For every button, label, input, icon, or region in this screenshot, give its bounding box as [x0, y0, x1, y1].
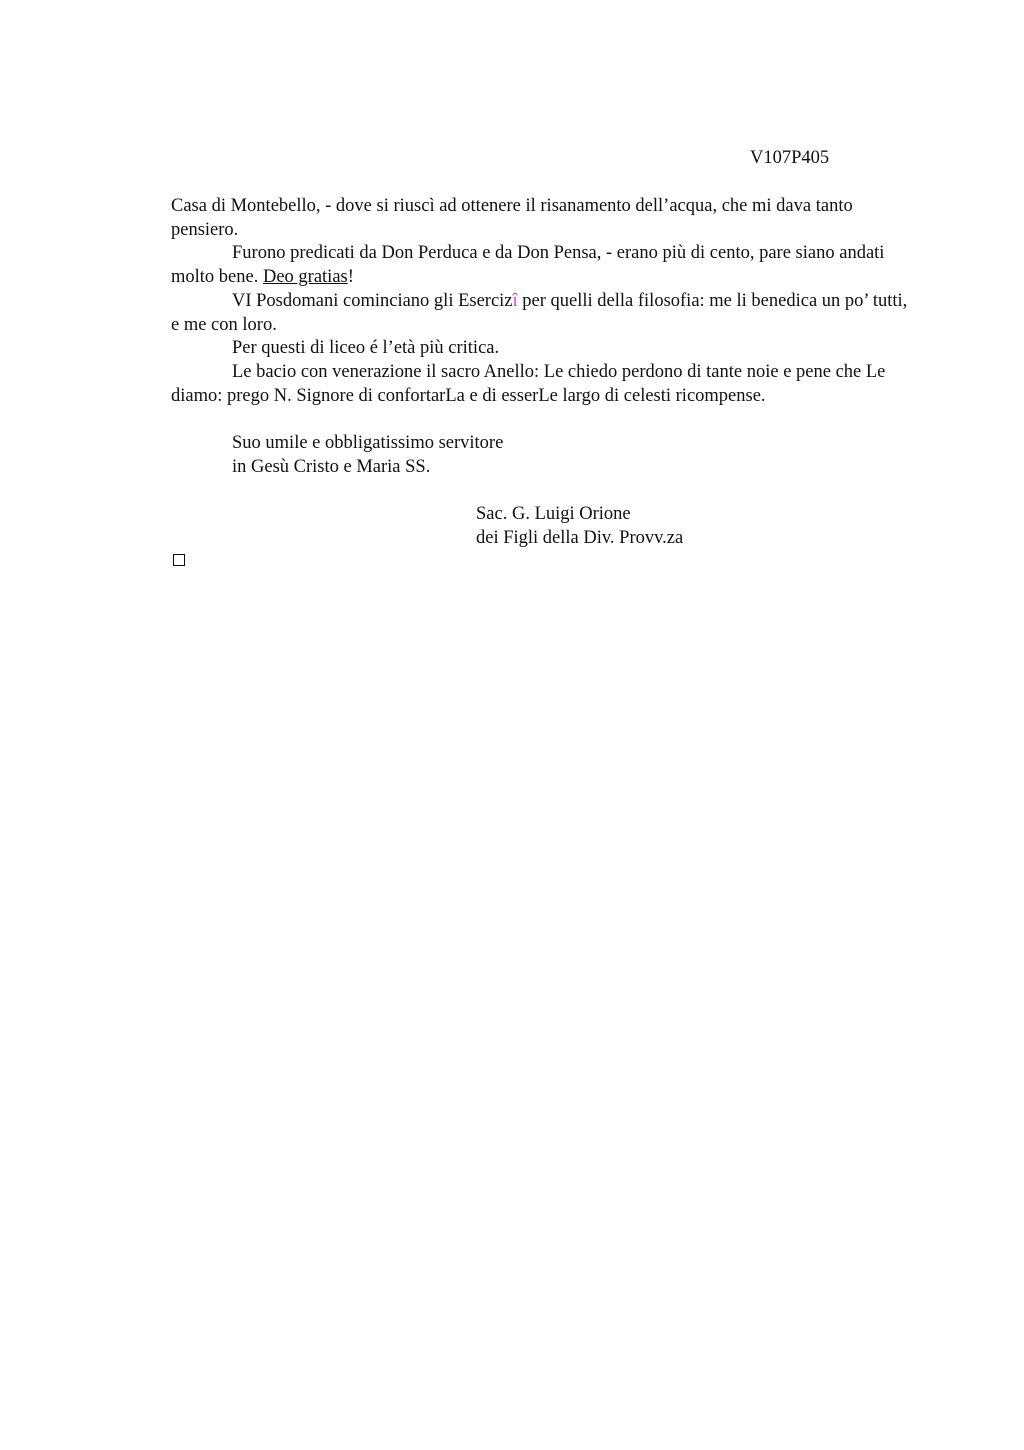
closing-line-2: in Gesù Cristo e Maria SS. [232, 456, 431, 477]
letter-body [171, 195, 916, 551]
closing-formula [171, 432, 916, 479]
highlighted-character: î [512, 290, 518, 311]
paragraph-2-end: ! [347, 267, 354, 288]
closing-line-1: Suo umile e obbligatissimo servitore [232, 433, 504, 454]
paragraph-2 [171, 242, 916, 289]
page-reference: V107P405 [750, 148, 830, 168]
signature-name: Sac. G. Luigi Orione [476, 504, 631, 525]
signature-title: dei Figli della Div. Provv.za [476, 527, 684, 548]
paragraph-1: Casa di Montebello, - dove si riuscì ad ottenere il risanamento dell’acqua, che mi dava tanto pensiero. [171, 196, 853, 240]
paragraph-3-text: VI Posdomani cominciano gli Eserciz [232, 290, 513, 311]
paragraph-4: Per questi di liceo é l’età più critica. [232, 338, 500, 359]
deo-gratias-underlined: Deo gratias [262, 267, 348, 288]
paragraph-3-rest: per quelli della filosofia: me li benedica un po’ tutti, e me con loro. [171, 290, 908, 335]
paragraph-2-text: Furono predicati da Don Perduca e da Don Pensa, - erano più di cento, pare siano andati molto bene. [171, 243, 885, 288]
paragraph-3 [171, 290, 916, 337]
paragraph-5: Le bacio con venerazione il sacro Anello: Le chiedo perdono di tante noie e pene che Le diamo: prego N. Signore di confortarLa e di esserLe largo di celesti ricompense. [171, 361, 886, 406]
square-outline-icon [173, 554, 185, 566]
signature-block [171, 503, 916, 550]
